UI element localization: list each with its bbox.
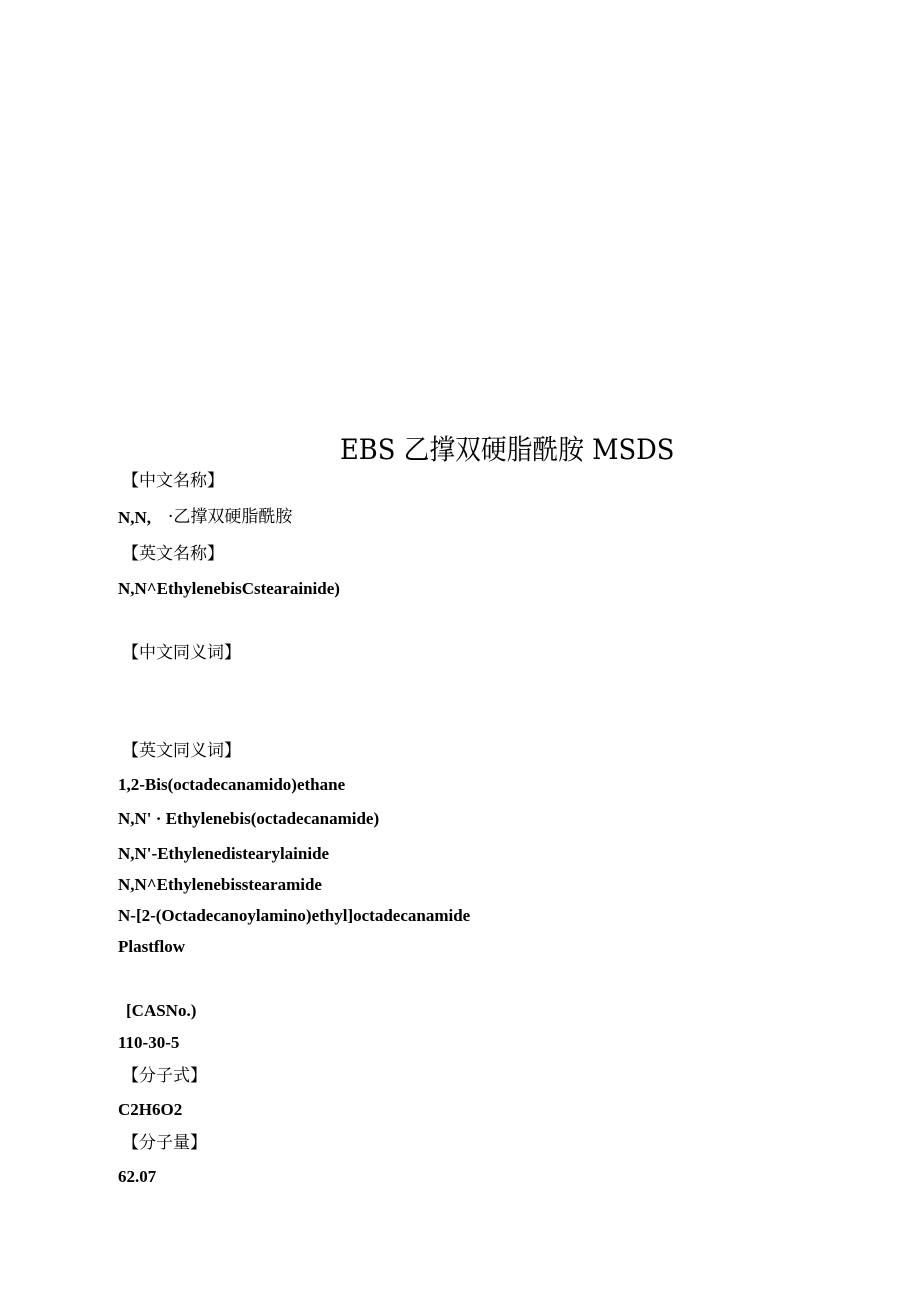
english-synonym-item: N,N' · Ethylenebis(octadecanamide) <box>118 809 380 828</box>
english-synonym-item: N,N'-Ethylenedistearylainide <box>118 844 330 863</box>
chinese-name-label: 【中文名称】 <box>122 471 224 491</box>
english-synonym-item: N-[2-(Octadecanoylamino)ethyl]octadecanamide <box>118 906 471 925</box>
english-synonym-item: N,N^Ethylenebisstearamide <box>118 875 322 894</box>
cas-number-label: [CASNo.) <box>126 1001 197 1020</box>
molecular-formula-label: 【分子式】 <box>122 1066 207 1086</box>
english-synonyms-label: 【英文同义词】 <box>122 741 241 761</box>
english-synonym-item: Plastflow <box>118 937 186 956</box>
english-synonym-item: 1,2-Bis(octadecanamido)ethane <box>118 775 346 794</box>
molecular-weight-value: 62.07 <box>118 1167 157 1186</box>
cas-number-value: 110-30-5 <box>118 1033 180 1052</box>
molecular-weight-label: 【分子量】 <box>122 1133 207 1153</box>
chinese-name-prefix: N,N, <box>118 508 152 527</box>
chinese-synonyms-label: 【中文同义词】 <box>122 643 241 663</box>
document-title: EBS 乙撑双硬脂酰胺 MSDS <box>340 433 675 466</box>
english-name-value: N,N^EthylenebisCstearainide) <box>118 579 340 598</box>
molecular-formula-value: C2H6O2 <box>118 1100 183 1119</box>
chinese-name-value: ·乙撑双硬脂酰胺 <box>168 507 293 527</box>
english-name-label: 【英文名称】 <box>122 544 224 564</box>
